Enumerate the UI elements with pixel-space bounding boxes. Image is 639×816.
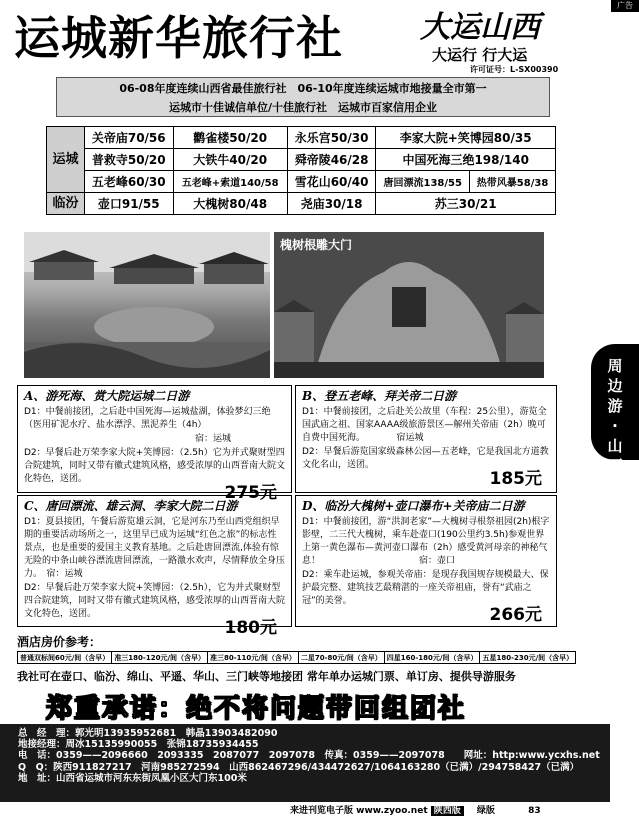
- tour-title: D、临汾大槐树+壶口瀑布+关帝庙二日游: [302, 499, 525, 513]
- tour-box-d: [295, 495, 557, 627]
- tour-line: 宿：运城: [24, 434, 232, 444]
- page-number: 83: [528, 806, 541, 816]
- price-row: [47, 193, 556, 215]
- contact-line: 总 经 理：郭光明13935952681 韩晶13903482090: [18, 728, 278, 739]
- side-tab-char: 西: [607, 457, 623, 475]
- side-tab-char: 周: [607, 357, 623, 375]
- price-cell: 热带风暴58/38: [470, 171, 556, 193]
- price-cell: 中国死海三绝198/140: [376, 149, 556, 171]
- price-cell: 永乐宫50/30: [287, 127, 376, 149]
- root-carving-illustration: [274, 232, 544, 378]
- footer-badge: 陕西版: [431, 806, 464, 816]
- tour-line: D2：早餐后赴万荣李家大院+笑博园：（2.5h）它为并式聚财型四合院建筑，同时又带有徽式建筑风格，感受浓厚的山西晋南大院文化特色，送团。: [24, 448, 286, 484]
- price-cell: 壶口91/55: [85, 193, 174, 215]
- hotel-cell: 准三180-120元/间（含早）: [112, 652, 208, 664]
- tour-price: 180元: [224, 618, 277, 638]
- hotel-price-table: [17, 651, 576, 664]
- hotel-row: [18, 652, 576, 664]
- hotel-cell: 二星70-80元/间（含早）: [298, 652, 384, 664]
- agency-title: 运城新华旅行社: [14, 11, 343, 65]
- root-carving-gate-photo: [274, 232, 544, 378]
- contact-line: 电 话：0359——2096660 2093335 2087077 2097078 传真：0359——2097078 网址：http:www.ycxhs.net: [18, 750, 600, 762]
- hotel-cell: 四星160-180元/间（含早）: [384, 652, 480, 664]
- tour-title: C、唐回漂流、雄云洞、李家大院二日游: [24, 499, 238, 513]
- footer-site: 来进刊览电子版 www.zyoo.net: [290, 806, 428, 816]
- license-number: 许可证号：L-SX00390: [470, 65, 559, 74]
- side-tab: [591, 344, 639, 475]
- ancient-town-photo: [24, 232, 270, 378]
- price-cell: 大槐树80/48: [173, 193, 287, 215]
- tour-price: 275元: [224, 483, 277, 503]
- price-cell: 大铁牛40/20: [173, 149, 287, 171]
- hotel-price-title: 酒店房价参考：: [17, 635, 102, 649]
- region-yuncheng: 运城: [47, 127, 85, 193]
- honors-line: 运城市十佳诚信单位/十佳旅行社 运城市百家信用企业: [168, 101, 438, 114]
- ancient-town-illustration: [24, 232, 270, 378]
- tour-line: D1：中餐前接团，之后赴关公故里（车程：25公里），游览全国武庙之祖、国家AAAA级旅游景区—解州关帝庙（2h）晚可自费中国死海。 宿运城: [302, 407, 547, 443]
- contact-line: Q Q：陕西911827217 河南985272594 山西862467296/434472627/1064163280（已满）/294758427（已满）: [18, 761, 580, 773]
- price-cell: 苏三30/21: [376, 193, 556, 215]
- tour-price: 185元: [489, 469, 542, 489]
- honors-banner: [56, 77, 550, 117]
- tour-title: B、登五老峰、拜关帝二日游: [302, 389, 457, 403]
- price-cell: 普救寺50/20: [85, 149, 174, 171]
- contact-line: 地 址：山西省运城市河东东街凤凰小区大门东100米: [18, 772, 247, 784]
- price-cell: 五老峰60/30: [85, 171, 174, 193]
- price-cell: 唐回漂流138/55: [376, 171, 470, 193]
- price-cell: 鹳雀楼50/20: [173, 127, 287, 149]
- hotel-cell: 普通双标间60元/间（含早）: [18, 652, 112, 664]
- tour-line: D1：中餐前接团，游“洪洞老家”—大槐树寻根祭祖园(2h)根字影壁，二三代大槐树，乘车赴壶口(190公里约3.5h)参观世界上第一黄色瀑布—黄河壶口瀑布（2h）感受黄河母亲的神秘气息！ 宿：壶口: [302, 517, 550, 566]
- hotel-cell: 准三80-110元/间（含早）: [208, 652, 299, 664]
- tour-box-b: [295, 385, 557, 493]
- page-footer: [290, 803, 541, 816]
- tour-box-c: [17, 495, 292, 638]
- price-row: [47, 171, 556, 193]
- tour-line: D2：早餐后赴万荣李家大院+笑博园：（2.5h），它为并式聚财型四合院建筑，同时又带有徽式建筑风格，感受浓厚的山西晋南大院文化特色，送团。: [24, 583, 286, 619]
- price-cell: 关帝庙70/56: [85, 127, 174, 149]
- price-cell: 李家大院+笑博园80/35: [376, 127, 556, 149]
- side-tab-char: 边: [607, 377, 623, 395]
- promise-banner: 郑重承诺：绝不将问题带回组团社: [46, 694, 467, 724]
- side-tab-char: 游: [607, 397, 623, 415]
- price-cell: 尧庙30/18: [287, 193, 376, 215]
- price-row: [47, 149, 556, 171]
- price-row: [47, 127, 556, 149]
- ticket-price-table: [46, 126, 556, 215]
- brand-logo: 大运山西: [420, 10, 540, 45]
- contact-line: 地接经理：周冰15135990055 张锦18735934455: [18, 739, 259, 751]
- tour-line: D2：乘车赴运城，参观关帝庙：是现存我国规存规模最大、保护最完整、建筑技艺最精湛的一座关帝祖庙，誉有“武庙之冠”的美誉。: [302, 570, 549, 606]
- tour-title: A、游死海、赏大院运城二日游: [24, 389, 190, 403]
- price-cell: 五老峰+索道140/58: [173, 171, 287, 193]
- hotel-cell: 五星180-230元/间（含早）: [480, 652, 576, 664]
- tour-box-a: [17, 385, 292, 503]
- side-tab-char: ·: [612, 417, 618, 435]
- services-line: 我社可在壶口、临汾、绵山、平遥、华山、三门峡等地接团 常年单办运城门票、单订房、提供导游服务: [17, 670, 516, 683]
- tour-line: D2：早餐后游览国家级森林公园—五老峰，它是我国北方道教文化名山，送团。: [302, 447, 549, 470]
- honors-line: 06-08年度连续山西省最佳旅行社 06-10年度连续运城市地接量全市第一: [119, 82, 487, 95]
- slogan: 大运行 行大运: [432, 46, 528, 64]
- tour-line: D1：中餐前接团，之后赴中国死海—运城盐湖，体验梦幻三绝（医用矿泥水疗、盐水漂浮、黑泥养生（4h）: [24, 407, 271, 430]
- contact-block: [0, 724, 610, 802]
- photo-caption: 槐树根雕大门: [280, 238, 353, 252]
- footer-edition: 绿版: [476, 806, 495, 816]
- price-cell: 舜帝陵46/28: [287, 149, 376, 171]
- tour-line: D1：夏县接团，午餐后游览雄云洞，它是河东乃至山西党组织早期的重要活动场所之一，这里早已成为运城“红色之旅”的标志性景点，也是重要的爱国主义教育基地。之后赴唐回漂流,体验有惊无险的中条山峡谷漂流唐回漂流，一路激水欢声，尽情释放全身压力。 宿：运城: [24, 517, 286, 579]
- ad-tag: 广告: [611, 0, 639, 12]
- region-linfen: 临汾: [47, 193, 85, 215]
- price-cell: 雪花山60/40: [287, 171, 376, 193]
- side-tab-char: 山: [607, 437, 623, 455]
- tour-price: 266元: [489, 605, 542, 625]
